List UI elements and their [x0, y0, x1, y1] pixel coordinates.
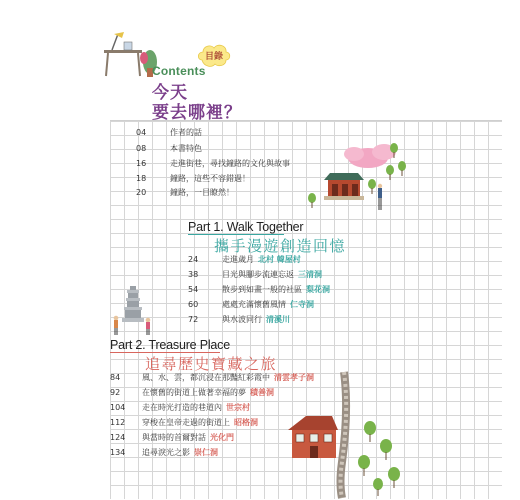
- toc-entry-place: 世宗村: [226, 403, 250, 412]
- toc-entry-text: 與當時的首爾對話: [142, 433, 206, 442]
- part2-subtitle: 追尋歷史寶藏之旅: [145, 355, 278, 373]
- part2-title: Part 2. Treasure Place: [110, 338, 230, 352]
- toc-row[interactable]: [188, 253, 408, 267]
- toc-page-number: 38: [188, 270, 199, 279]
- page-title-line1: 今天: [152, 83, 188, 103]
- toc-page-number: 08: [136, 144, 147, 153]
- toc-entry: [222, 268, 322, 282]
- pagoda-illustration-icon: [108, 282, 154, 336]
- toc-page-number: 54: [188, 285, 199, 294]
- part1-title: Part 1. Walk Together: [188, 220, 304, 234]
- toc-page-number: 16: [136, 159, 147, 168]
- toc-row[interactable]: [188, 268, 408, 282]
- toc-entry-text: 走進街巷，尋找鐘路的文化與故事: [170, 159, 290, 168]
- toc-page-number: 72: [188, 315, 199, 324]
- toc-page-number: 92: [110, 388, 121, 397]
- toc-page-number: 112: [110, 418, 126, 427]
- toc-entry-place: 昭格洞: [234, 418, 258, 427]
- toc-entry-text: 在懷舊的街道上做著幸福的夢: [142, 388, 246, 397]
- toc-entry: [142, 386, 274, 400]
- toc-page-number: 104: [110, 403, 126, 412]
- toc-entry: [222, 298, 314, 312]
- toc-entry-place: 崇仁洞: [194, 448, 218, 457]
- toc-entry-text: 鐘路，這些不容錯過！: [170, 174, 250, 183]
- toc-page-number: 84: [110, 373, 121, 382]
- toc-page-number: 24: [188, 255, 199, 264]
- part1-subtitle: 攜手漫遊創造回憶: [214, 237, 347, 255]
- toc-entry-place: 北村 韓屋村: [258, 255, 301, 264]
- toc-entry-place: 積善洞: [250, 388, 274, 397]
- desk-illustration-icon: [100, 28, 160, 78]
- page-title-line2: 要去哪裡？: [152, 103, 242, 123]
- toc-entry-place: 梨花洞: [306, 285, 330, 294]
- toc-entry-text: 作者的話: [170, 128, 202, 137]
- toc-entry-text: 走在時光打造的巷道內: [142, 403, 222, 412]
- toc-page-number: 124: [110, 433, 126, 442]
- toc-row[interactable]: [188, 283, 408, 297]
- toc-entry-text: 鐘路，一目瞭然！: [170, 188, 234, 197]
- toc-row[interactable]: [188, 298, 408, 312]
- toc-entry: [142, 431, 234, 445]
- toc-entry: [222, 253, 301, 267]
- toc-entry-text: 穿梭在皇帝走過的街道上: [142, 418, 230, 427]
- toc-entry-text: 走進歲月: [222, 255, 254, 264]
- toc-entry-place: 清雲孝子洞: [274, 373, 314, 382]
- toc-entry-place: 光化門: [210, 433, 234, 442]
- palace-illustration-icon: [306, 140, 416, 220]
- toc-entry: [222, 313, 290, 327]
- toc-entry-place: 清溪川: [266, 315, 290, 324]
- toc-entry-text: 風、水、雲，都沉浸在那豔紅彩霞中: [142, 373, 270, 382]
- toc-row[interactable]: [136, 126, 336, 140]
- toc-row[interactable]: [188, 313, 408, 327]
- toc-entry-text: 散步到如畫一般的社區: [222, 285, 302, 294]
- house-illustration-icon: [284, 372, 414, 498]
- toc-entry-place: 仁寺洞: [290, 300, 314, 309]
- toc-entry: [142, 401, 250, 415]
- toc-entry-place: 三清洞: [298, 270, 322, 279]
- toc-page-number: 18: [136, 174, 147, 183]
- toc-page-number: 20: [136, 188, 147, 197]
- toc-entry-text: 與水波同行: [222, 315, 262, 324]
- toc-page-number: 60: [188, 300, 199, 309]
- toc-entry: [142, 446, 218, 460]
- bubble-label: 目錄: [204, 52, 223, 62]
- toc-entry-text: 本書特色: [170, 144, 202, 153]
- toc-entry-text: 處處充滿懷舊風情: [222, 300, 286, 309]
- contents-label: Contents: [152, 64, 206, 78]
- toc-page-number: 134: [110, 448, 126, 457]
- toc-entry-text: 目光與腳步流連忘返: [222, 270, 294, 279]
- toc-entry: [222, 283, 330, 297]
- toc-entry: [142, 416, 258, 430]
- toc-entry-text: 追尋淚光之影: [142, 448, 190, 457]
- toc-page-number: 04: [136, 128, 147, 137]
